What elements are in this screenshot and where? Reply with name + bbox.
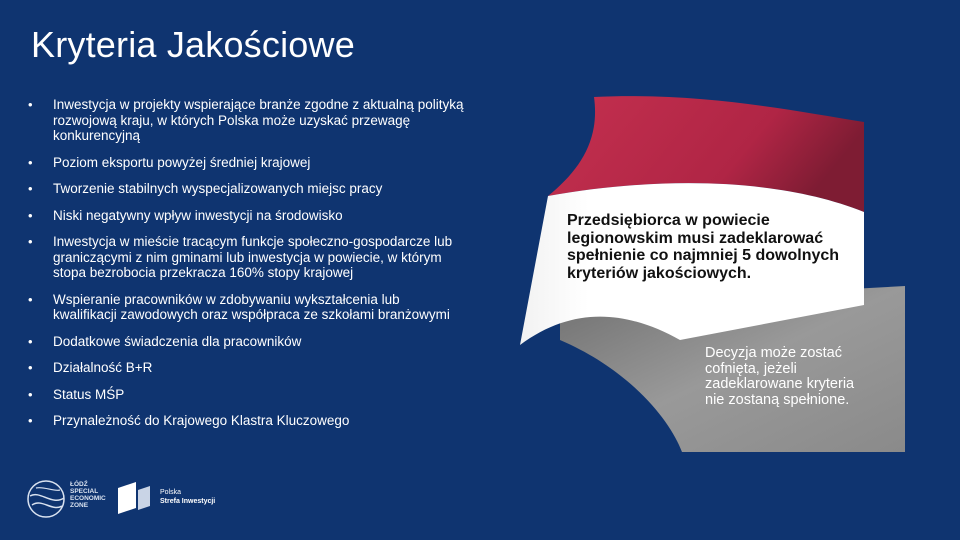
list-item-text: Wspieranie pracowników w zdobywaniu wykształcenia lub kwalifikacji zawodowych oraz współpraca ze szkołami branżowymi xyxy=(53,291,450,322)
psi-logo xyxy=(114,476,234,522)
bullet-marker: • xyxy=(28,207,33,223)
psi-emblem-icon xyxy=(114,478,154,518)
bullet-marker: • xyxy=(28,291,33,307)
bullet-marker: • xyxy=(28,360,33,375)
slide-title: Kryteria Jakościowe xyxy=(31,24,355,65)
bullet-marker: • xyxy=(28,97,33,112)
list-item-text: Inwestycja w projekty wspierające branże zgodne z aktualną polityką rozwojową kraju, w których Polska może uzyskać przewagę konkurencyjną xyxy=(53,97,464,143)
list-item-text: Przynależność do Krajowego Klastra Kluczowego xyxy=(53,413,350,428)
bullet-marker: • xyxy=(28,413,33,428)
list-item-text: Niski negatywny wpływ inwestycji na środowisko xyxy=(53,207,343,223)
list-item-text: Dodatkowe świadczenia dla pracowników xyxy=(53,333,302,349)
bullet-marker: • xyxy=(28,181,33,196)
lodz-logo-text: ŁÓDŹ SPECIAL ECONOMIC ZONE xyxy=(70,481,106,509)
bullet-marker: • xyxy=(28,333,33,349)
bullet-marker: • xyxy=(28,234,33,249)
psi-logo-text: Polska Strefa Inwestycji xyxy=(160,489,216,505)
callout-white-text: Przedsiębiorca w powiecie legionowskim musi zadeklarować spełnienie co najmniej 5 dowolnych kryteriów jakościowych. xyxy=(567,212,840,282)
list-item-text: Inwestycja w mieście tracącym funkcje społeczno-gospodarcze lub graniczącymi z nim gminami lub inwestycja w powiecie, w którym stopa bezrobocia przekracza 160% stopy krajowej xyxy=(53,234,453,280)
list-item-text: Poziom eksportu powyżej średniej krajowej xyxy=(53,154,311,170)
list-item-text: Tworzenie stabilnych wyspecjalizowanych miejsc pracy xyxy=(53,181,383,196)
list-item-text: Status MŚP xyxy=(53,386,125,402)
globe-icon xyxy=(24,476,68,522)
list-item-text: Działalność B+R xyxy=(53,360,153,375)
callout-gray-text: Decyzja może zostać cofnięta, jeżeli zadeklarowane kryteria nie zostaną spełnione. xyxy=(705,345,855,408)
bullet-marker: • xyxy=(28,386,33,402)
bullet-marker: • xyxy=(28,154,33,170)
